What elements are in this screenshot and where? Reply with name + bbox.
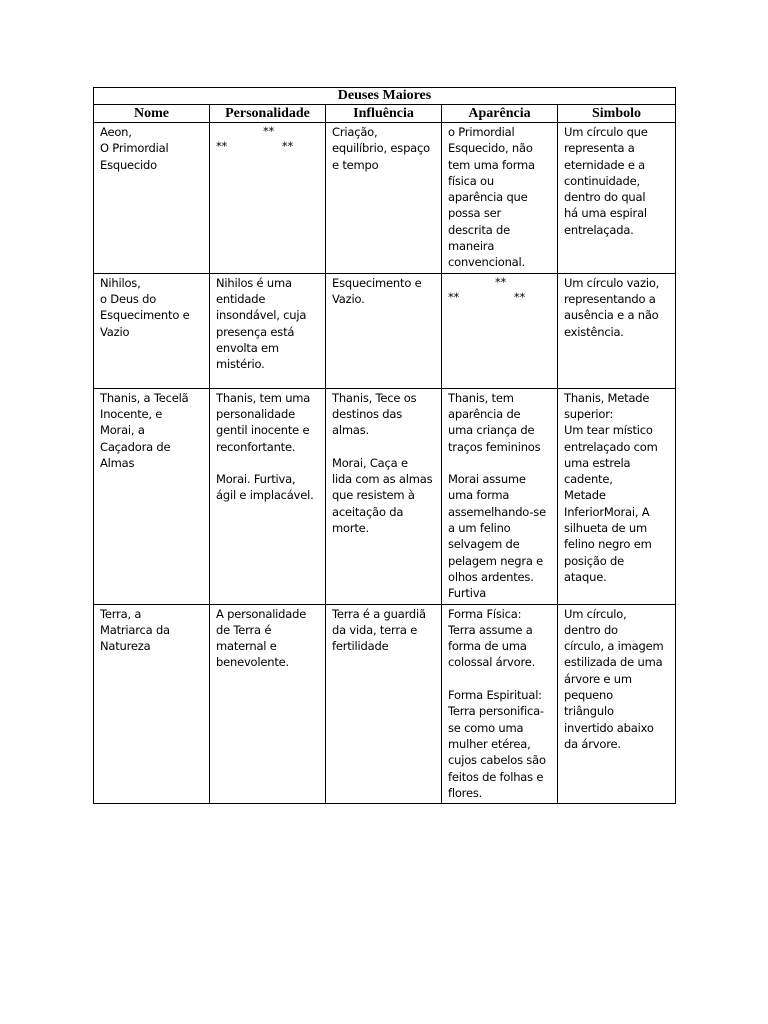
cell-influencia: Terra é a guardiã da vida, terra e fertilidade <box>326 604 442 804</box>
header-simbolo: Simbolo <box>558 105 676 123</box>
cell-nome: Terra, a Matriarca da Natureza <box>94 604 210 804</box>
cell-influencia: Esquecimento e Vazio. <box>326 273 442 388</box>
table-row <box>94 273 676 388</box>
cell-aparencia: o Primordial Esquecido, não tem uma forma física ou aparência que possa ser descrita de maneira convencional. <box>442 123 558 274</box>
table-row <box>94 123 676 274</box>
cell-simbolo: Um círculo vazio, representando a ausência e a não existência. <box>558 273 676 388</box>
cell-aparencia <box>442 273 558 388</box>
cell-simbolo: Um círculo que representa a eternidade e a continuidade, dentro do qual há uma espiral entrelaçada. <box>558 123 676 274</box>
cell-nome: Nihilos, o Deus do Esquecimento e Vazio <box>94 273 210 388</box>
stars-left: ** <box>216 139 228 153</box>
cell-personalidade: Nihilos é uma entidade insondável, cuja presença está envolta em mistério. <box>210 273 326 388</box>
stars-right: ** <box>513 289 525 304</box>
stars-top: ** <box>262 124 275 138</box>
cell-nome: Aeon, O Primordial Esquecido <box>94 123 210 274</box>
cell-influencia: Criação, equilíbrio, espaço e tempo <box>326 123 442 274</box>
header-influencia: Influência <box>326 105 442 123</box>
table-title: Deuses Maiores <box>94 88 676 105</box>
stars-right: ** <box>281 139 293 153</box>
header-nome: Nome <box>94 105 210 123</box>
cell-aparencia: Thanis, tem aparência de uma criança de traços femininos Morai assume uma forma assemelhando-se a um felino selvagem de pelagem negra e olhos ardentes. Furtiva <box>442 388 558 604</box>
cell-personalidade <box>210 123 326 274</box>
header-personalidade: Personalidade <box>210 105 326 123</box>
deuses-maiores-table <box>93 87 676 804</box>
cell-simbolo: Um círculo, dentro do círculo, a imagem estilizada de uma árvore e um pequeno triângulo invertido abaixo da árvore. <box>558 604 676 804</box>
cell-simbolo: Thanis, Metade superior: Um tear místico entrelaçado com uma estrela cadente, Metade InferiorMorai, A silhueta de um felino negro em posição de ataque. <box>558 388 676 604</box>
table-row <box>94 388 676 604</box>
header-aparencia: Aparência <box>442 105 558 123</box>
cell-nome: Thanis, a Tecelã Inocente, e Morai, a Caçadora de Almas <box>94 388 210 604</box>
stars-top: ** <box>494 274 507 289</box>
cell-influencia: Thanis, Tece os destinos das almas. Morai, Caça e lida com as almas que resistem à aceitação da morte. <box>326 388 442 604</box>
cell-aparencia: Forma Física: Terra assume a forma de uma colossal árvore. Forma Espiritual: Terra personifica- se como uma mulher etérea, cujos cabelos são feitos de folhas e flores. <box>442 604 558 804</box>
stars-left: ** <box>448 289 460 304</box>
cell-personalidade: A personalidade de Terra é maternal e benevolente. <box>210 604 326 804</box>
table-row <box>94 604 676 804</box>
cell-personalidade: Thanis, tem uma personalidade gentil inocente e reconfortante. Morai. Furtiva, ágil e implacável. <box>210 388 326 604</box>
